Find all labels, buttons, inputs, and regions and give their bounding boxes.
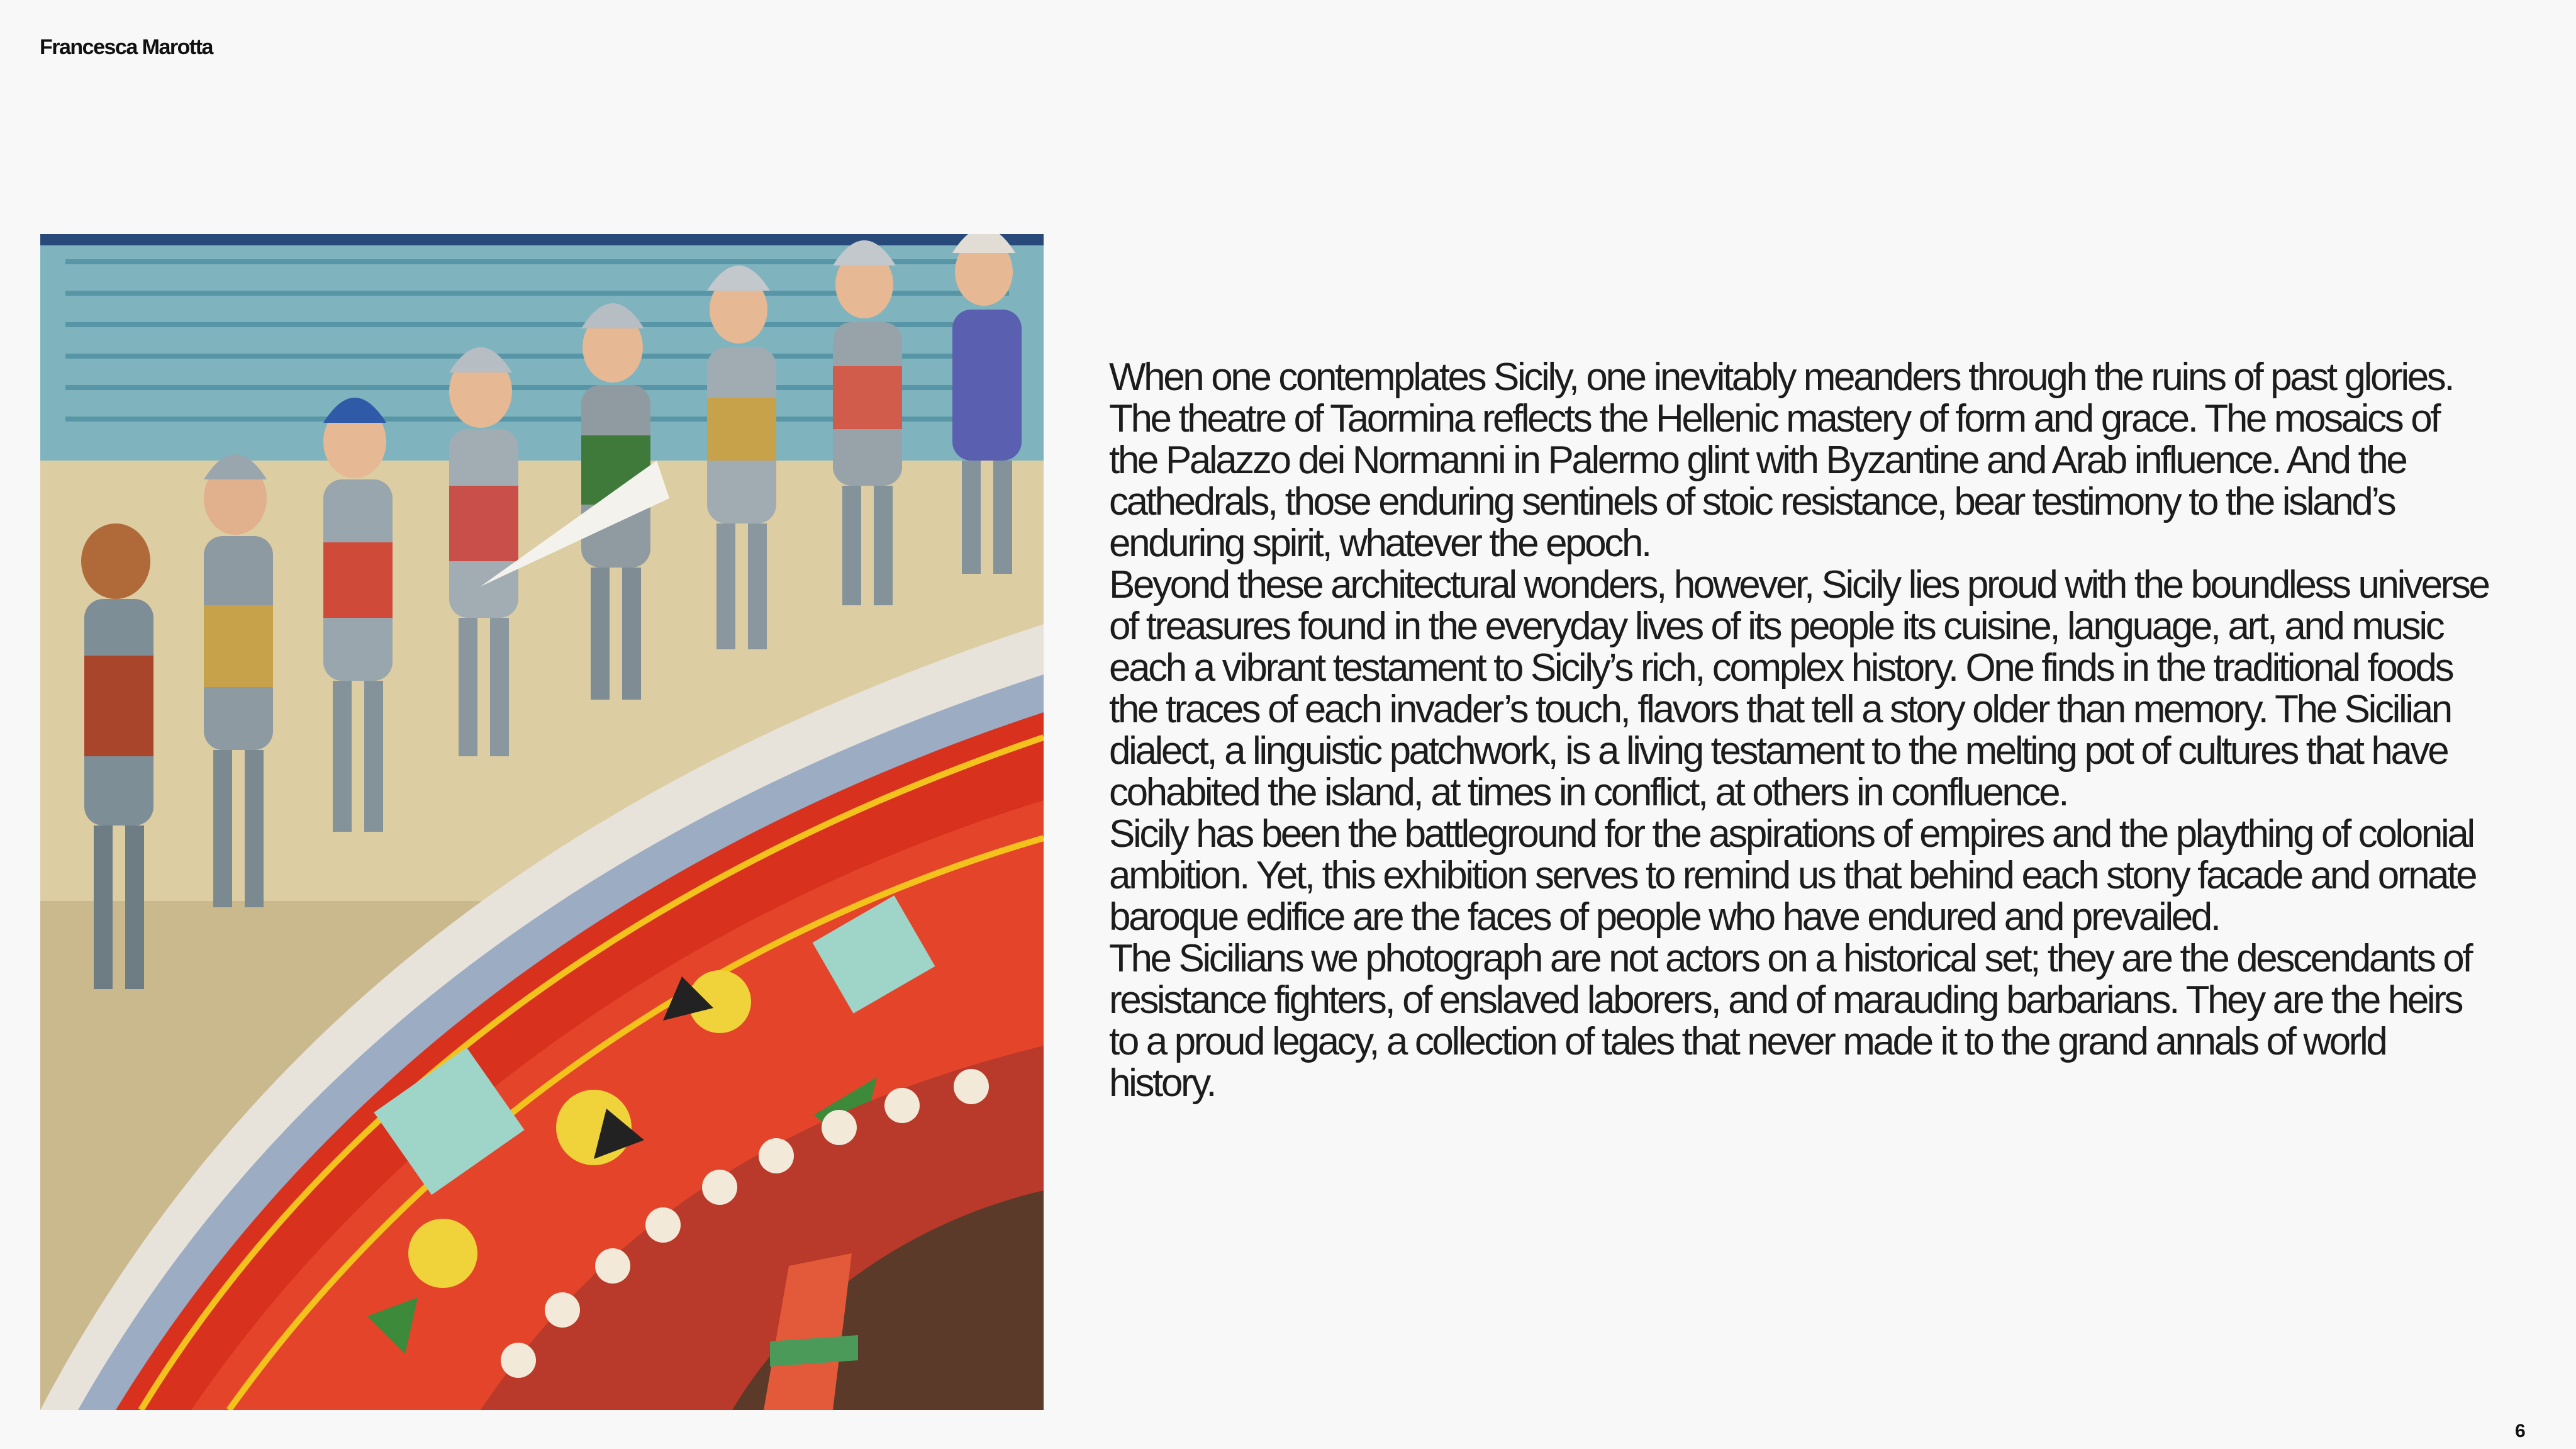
sicilian-cart-photo [40,234,1044,1410]
author-name: Francesca Marotta [40,35,213,59]
page-number: 6 [2515,1421,2526,1441]
essay-text [1109,357,2493,1104]
essay-paragraph: The Sicilians we photograph are not actors on a historical set; they are the descendants of resistance fighters, of enslaved laborers, and of marauding barbarians. They are the heirs to a proud legacy, a collection of tales that never made it to the grand annals of world history. [1109,937,2472,1105]
essay-paragraph: Beyond these architectural wonders, however, Sicily lies proud with the boundless universe of treasures found in the everyday lives of its people its cuisine, language, art, and music each a vibrant testament to Sicily’s rich, complex history. One finds in the traditional foods the traces of each invader’s touch, flavors that tell a story older than memory. The Sicilian dialect, a linguistic patchwork, is a living testament to the melting pot of cultures that have cohabited the island, at times in conflict, at others in confluence. [1109,563,2489,814]
essay-paragraph: Sicily has been the battleground for the aspirations of empires and the plaything of colonial ambition. Yet, this exhibition serves to remind us that behind each stony facade and ornate baroque edifice are the faces of people who have endured and prevailed. [1109,812,2476,939]
essay-paragraph: When one contemplates Sicily, one inevitably meanders through the ruins of past glories. The theatre of Taormina reflects the Hellenic mastery of form and grace. The mosaics of the Palazzo dei Normanni in Palermo glint with Byzantine and Arab influence. And the cathedrals, those enduring sentinels of stoic resistance, bear testimony to the island’s enduring spirit, whatever the epoch. [1109,355,2453,565]
